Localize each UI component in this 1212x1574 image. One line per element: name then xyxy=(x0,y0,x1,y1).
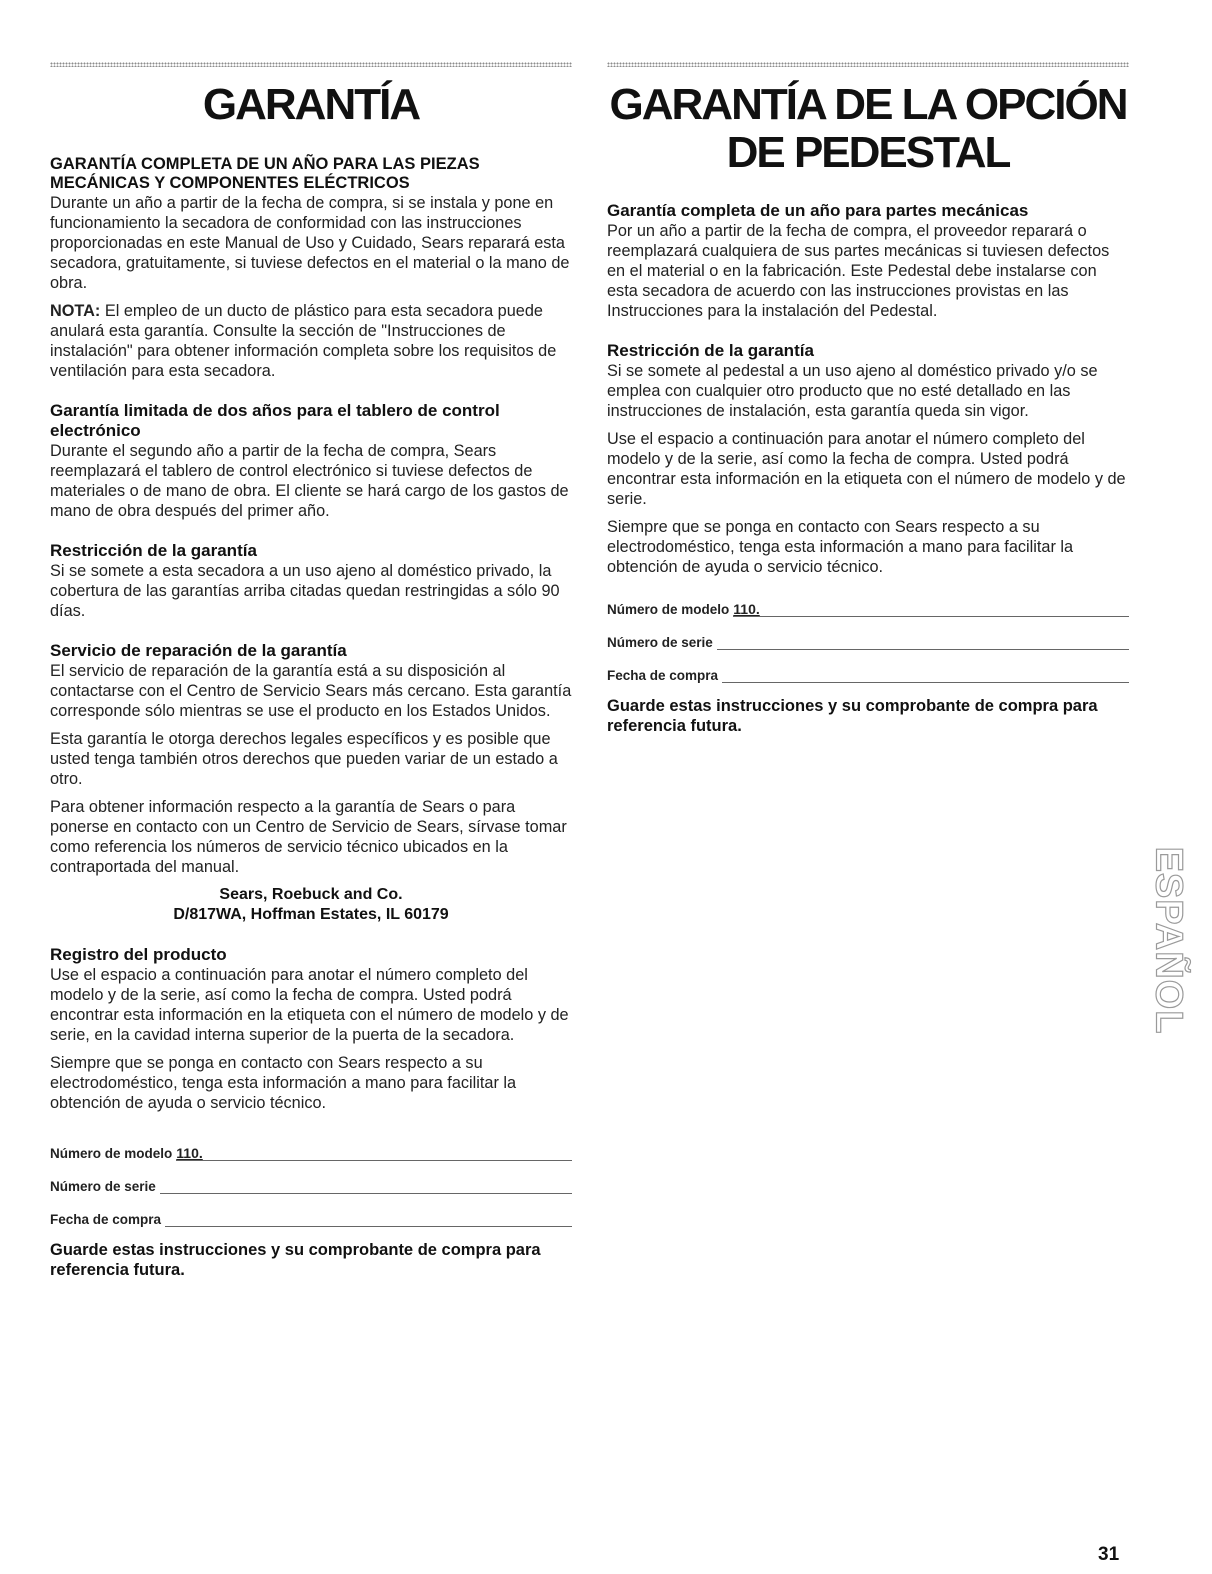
pedestal-record-text: Use el espacio a continuación para anotar el número completo del modelo y de la serie, así como la fecha de compra. Usted podrá encontrar esta información en la etiqueta con el número de modelo y de serie. xyxy=(607,430,1126,508)
pedestal-restriction-text: Si se somete al pedestal a un uso ajeno al doméstico privado y/o se emplea con cualquier otro producto que no esté detallado en las instrucciones de instalación, esta garantía queda sin vigor. xyxy=(607,362,1098,420)
language-tab-label: ESPAÑOL xyxy=(1147,846,1190,1034)
warranty-restriction-heading: Restricción de la garantía xyxy=(50,541,257,560)
pedestal-model-number-field xyxy=(607,597,1129,617)
model-number-field xyxy=(50,1141,572,1161)
contact-info-text: Siempre que se ponga en contacto con Sears respecto a su electrodoméstico, tenga esta información a mano para facilitar la obtención de ayuda o servicio técnico. xyxy=(50,1054,517,1112)
serial-number-label: Número de serie xyxy=(50,1179,156,1194)
top-dotted-rule-right xyxy=(607,62,1129,67)
pedestal-model-number-line: 110. xyxy=(733,602,1129,617)
pedestal-serial-number-label: Número de serie xyxy=(607,635,713,650)
pedestal-contact-text: Siempre que se ponga en contacto con Sears respecto a su electrodoméstico, tenga esta información a mano para facilitar la obtención de ayuda o servicio técnico. xyxy=(607,518,1074,576)
pedestal-model-number-label: Número de modelo xyxy=(607,602,730,617)
left-column xyxy=(50,62,572,1280)
pedestal-purchase-date-label: Fecha de compra xyxy=(607,668,719,683)
pedestal-full-year-heading: Garantía completa de un año para partes mecánicas xyxy=(607,201,1029,220)
language-side-tab xyxy=(1148,815,1188,1065)
model-number-line: 110. xyxy=(176,1146,572,1161)
nota-text: El empleo de un ducto de plástico para esta secadora puede anulará esta garantía. Consulte la sección de "Instrucciones de instalación" para obtener información completa sobre los requisitos de ventilación para esta secadora. xyxy=(50,302,557,380)
warranty-restriction-text: Si se somete a esta secadora a un uso ajeno al doméstico privado, la cobertura de las garantías arriba citadas quedan restringidas a sólo 90 días. xyxy=(50,562,560,620)
purchase-date-line xyxy=(165,1212,572,1227)
product-registration-text: Use el espacio a continuación para anotar el número completo del modelo y de la serie, así como la fecha de compra. Usted podrá encontrar esta información en la etiqueta con el número de modelo y de serie, en la cavidad interna superior de la puerta de la secadora. xyxy=(50,966,569,1044)
pedestal-serial-number-line xyxy=(717,635,1129,650)
purchase-date-label: Fecha de compra xyxy=(50,1212,162,1227)
address-line-2: D/817WA, Hoffman Estates, IL 60179 xyxy=(173,906,449,923)
nota-paragraph xyxy=(50,301,572,381)
legal-rights-text: Esta garantía le otorga derechos legales específicos y es posible que usted tenga también otros derechos que pueden variar de un estado a otro. xyxy=(50,730,558,788)
page-number: 31 xyxy=(1098,1544,1120,1565)
full-year-warranty-heading: GARANTÍA COMPLETA DE UN AÑO PARA LAS PIEZAS MECÁNICAS Y COMPONENTES ELÉCTRICOS xyxy=(50,155,480,192)
pedestal-warranty-title xyxy=(607,81,1129,177)
pedestal-restriction-heading: Restricción de la garantía xyxy=(607,341,814,360)
nota-label: NOTA: xyxy=(50,302,101,320)
warranty-title: GARANTÍA xyxy=(202,80,420,129)
right-column xyxy=(607,62,1129,736)
top-dotted-rule xyxy=(50,62,572,67)
warranty-service-text: El servicio de reparación de la garantía está a su disposición al contactarse con el Centro de Servicio Sears más cercano. Esta garantía corresponde sólo mientras se use el producto en los Estados Unidos. xyxy=(50,662,572,720)
pedestal-title-line-2: DE PEDESTAL xyxy=(726,128,1010,177)
pedestal-keep-instructions-note: Guarde estas instrucciones y su comprobante de compra para referencia futura. xyxy=(607,697,1098,735)
service-contact-text: Para obtener información respecto a la garantía de Sears o para ponerse en contacto con un Centro de Servicio de Sears, sírvase tomar como referencia los números de servicio técnico ubicados en la contraportada del manual. xyxy=(50,798,567,876)
pedestal-purchase-date-line xyxy=(722,668,1129,683)
purchase-date-field xyxy=(50,1207,572,1227)
two-year-warranty-text: Durante el segundo año a partir de la fecha de compra, Sears reemplazará el tablero de control electrónico si tuviese defectos de materiales o de mano de obra. El cliente se hará cargo de los gastos de mano de obra después del primer año. xyxy=(50,442,569,520)
serial-number-field xyxy=(50,1174,572,1194)
pedestal-purchase-date-field xyxy=(607,663,1129,683)
product-registration-heading: Registro del producto xyxy=(50,945,227,964)
two-year-warranty-heading: Garantía limitada de dos años para el tablero de control electrónico xyxy=(50,401,500,440)
pedestal-title-line-1: GARANTÍA DE LA OPCIÓN xyxy=(609,80,1127,129)
pedestal-serial-number-field xyxy=(607,630,1129,650)
serial-number-line xyxy=(160,1179,572,1194)
pedestal-full-year-text: Por un año a partir de la fecha de compra, el proveedor reparará o reemplazará cualquiera de sus partes mecánicas si tuviesen defectos en el material o en la fabricación. Este Pedestal debe instalarse con esta secadora de acuerdo con las instrucciones provistas en las Instrucciones para la instalación del Pedestal. xyxy=(607,222,1110,320)
address-line-1: Sears, Roebuck and Co. xyxy=(219,886,403,903)
warranty-service-heading: Servicio de reparación de la garantía xyxy=(50,641,347,660)
full-year-warranty-text: Durante un año a partir de la fecha de compra, si se instala y pone en funcionamiento la secadora de conformidad con las instrucciones proporcionadas en este Manual de Uso y Cuidado, Sears reparará esta secadora, gratuitamente, si tuviese defectos en el material o la mano de obra. xyxy=(50,194,570,292)
keep-instructions-note: Guarde estas instrucciones y su comprobante de compra para referencia futura. xyxy=(50,1241,541,1279)
model-number-label: Número de modelo xyxy=(50,1146,173,1161)
